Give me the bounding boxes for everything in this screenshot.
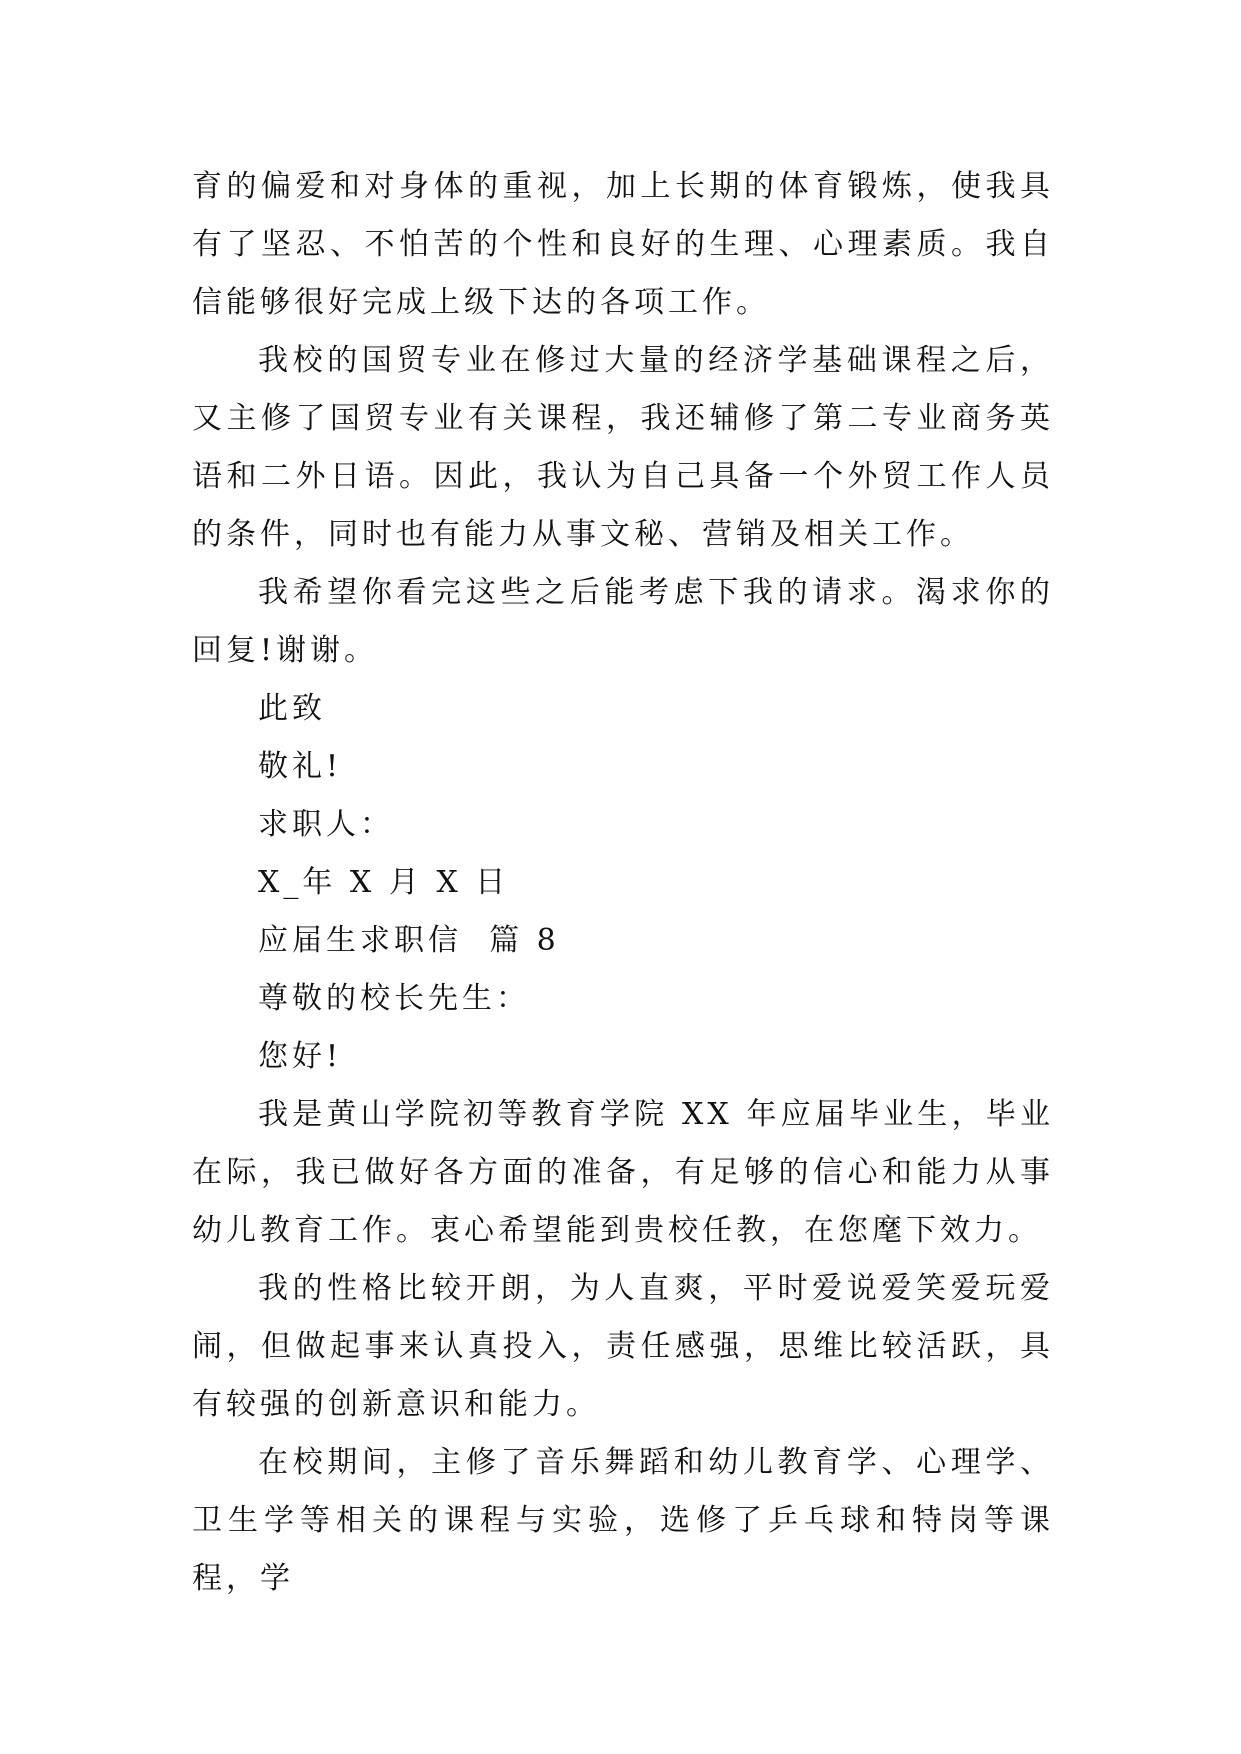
paragraph-introduction: 我是黄山学院初等教育学院 XX 年应届毕业生，毕业在际，我已做好各方面的准备，有足够的信心和能力从事幼儿教育工作。衷心希望能到贵校任教，在您麾下效力。 (192, 1097, 1054, 1248)
closing-salutation: 此致 (258, 691, 326, 726)
closing-regards: 敬礼! (258, 749, 343, 784)
paragraph-personality: 我的性格比较开朗，为人直爽，平时爱说爱笑爱玩爱闹，但做起事来认真投入，责任感强，思维比较活跃，具有较强的创新意识和能力。 (192, 1271, 1054, 1422)
date-line: X_年 X 月 X 日 (258, 865, 510, 900)
paragraph-request: 我希望你看完这些之后能考虑下我的请求。渴求你的回复!谢谢。 (192, 575, 1054, 668)
document-body (192, 158, 1054, 1608)
section-heading: 应届生求职信 篇 8 (258, 923, 560, 958)
paragraph-major: 我校的国贸专业在修过大量的经济学基础课程之后，又主修了国贸专业有关课程，我还辅修了第二专业商务英语和二外日语。因此，我认为自己具备一个外贸工作人员的条件，同时也有能力从事文秘、营销及相关工作。 (192, 343, 1054, 552)
signature-label: 求职人： (258, 807, 394, 842)
letter-hello: 您好! (258, 1039, 343, 1074)
letter-greeting: 尊敬的校长先生： (258, 981, 530, 1016)
paragraph-continuation: 育的偏爱和对身体的重视，加上长期的体育锻炼，使我具有了坚忍、不怕苦的个性和良好的生理、心理素质。我自信能够很好完成上级下达的各项工作。 (192, 169, 1054, 320)
paragraph-studies: 在校期间，主修了音乐舞蹈和幼儿教育学、心理学、卫生学等相关的课程与实验，选修了乒乓球和特岗等课程，学 (192, 1445, 1054, 1596)
